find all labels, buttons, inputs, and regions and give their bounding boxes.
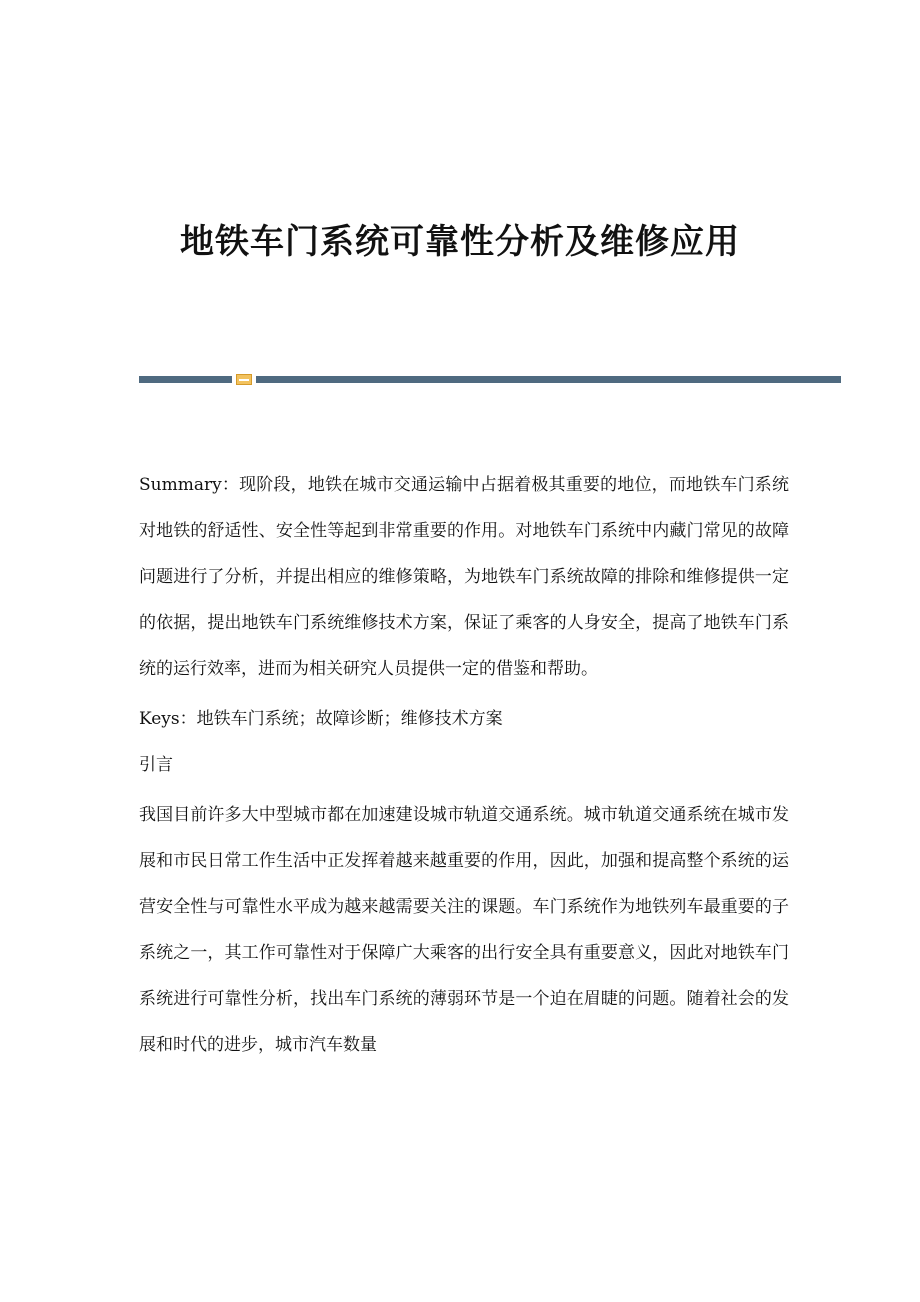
intro-paragraph: 我国目前许多大中型城市都在加速建设城市轨道交通系统。城市轨道交通系统在城市发展和市民日常工作生活中正发挥着越来越重要的作用，因此，加强和提高整个系统的运营安全性与可靠性水平成为越来越需要关注的课题。车门系统作为地铁列车最重要的子系统之一，其工作可靠性对于保障广大乘客的出行安全具有重要意义，因此对地铁车门系统进行可靠性分析，找出车门系统的薄弱环节是一个迫在眉睫的问题。随着社会的发展和时代的进步，城市汽车数量 [139,805,789,1055]
keywords-line: Keys：地铁车门系统；故障诊断；维修技术方案 [139,709,503,729]
divider-bar-left [139,376,232,383]
document-body [139,462,789,1068]
summary-paragraph: Summary：现阶段，地铁在城市交通运输中占据着极其重要的地位，而地铁车门系统对地铁的舒适性、安全性等起到非常重要的作用。对地铁车门系统中内藏门常见的故障问题进行了分析，并提出相应的维修策略，为地铁车门系统故障的排除和维修提供一定的依据，提出地铁车门系统维修技术方案，保证了乘客的人身安全，提高了地铁车门系统的运行效率，进而为相关研究人员提供一定的借鉴和帮助。 [139,475,789,679]
envelope-emblem-icon [236,374,252,385]
title-divider [139,374,841,384]
divider-bar-right [256,376,841,383]
section-heading: 引言 [139,755,173,775]
document-title: 地铁车门系统可靠性分析及维修应用 [180,222,740,262]
